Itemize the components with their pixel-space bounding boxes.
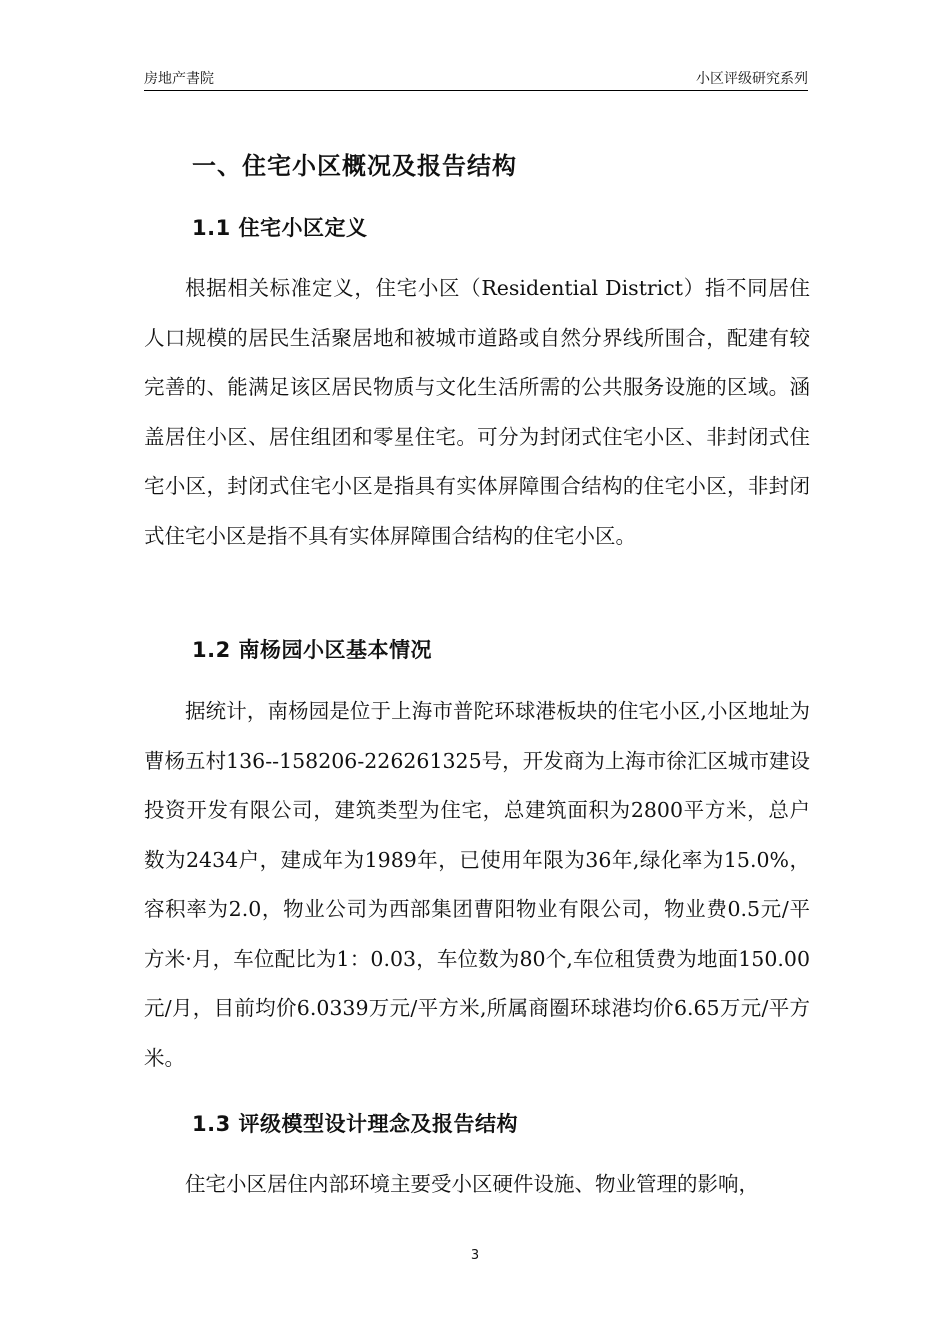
chapter-title: 一、住宅小区概况及报告结构 (192, 152, 517, 180)
section-paragraph-1-3: 住宅小区居住内部环境主要受小区硬件设施、物业管理的影响， (185, 1172, 759, 1196)
section-paragraph-1-2: 据统计，南杨园是位于上海市普陀环球港板块的住宅小区,小区地址为曹杨五村136--158206-226261325号，开发商为上海市徐汇区城市建设投资开发有限公司，建筑类型为住宅，总建筑面积为2800平方米，总户数为2434户，建成年为1989年，已使用年限为36年,绿化率为15.0%，容积率为2.0，物业公司为西部集团曹阳物业有限公司，物业费0.5元/平方米·月，车位配比为1：0.03，车位数为80个,车位租赁费为地面150.00元/月，目前均价6.0339万元/平方米,所属商圈环球港均价6.65万元/平方米。 (144, 699, 810, 1070)
section-paragraph-1-1: 根据相关标准定义，住宅小区（Residential District）指不同居住人口规模的居民生活聚居地和被城市道路或自然分界线所围合，配建有较完善的、能满足该区居民物质与文化生活所需的公共服务设施的区域。涵盖居住小区、居住组团和零星住宅。可分为封闭式住宅小区、非封闭式住宅小区，封闭式住宅小区是指具有实体屏障围合结构的住宅小区，非封闭式住宅小区是指不具有实体屏障围合结构的住宅小区。 (144, 276, 810, 548)
section-heading-1-1: 1.1 住宅小区定义 (192, 216, 368, 240)
header-left-title: 房地产書院 (144, 71, 214, 87)
header-right-title: 小区评级研究系列 (696, 71, 808, 87)
section-heading-1-3: 1.3 评级模型设计理念及报告结构 (192, 1112, 519, 1136)
page-number: 3 (470, 1248, 480, 1263)
section-heading-1-2: 1.2 南杨园小区基本情况 (192, 638, 433, 662)
page-header (144, 64, 808, 91)
